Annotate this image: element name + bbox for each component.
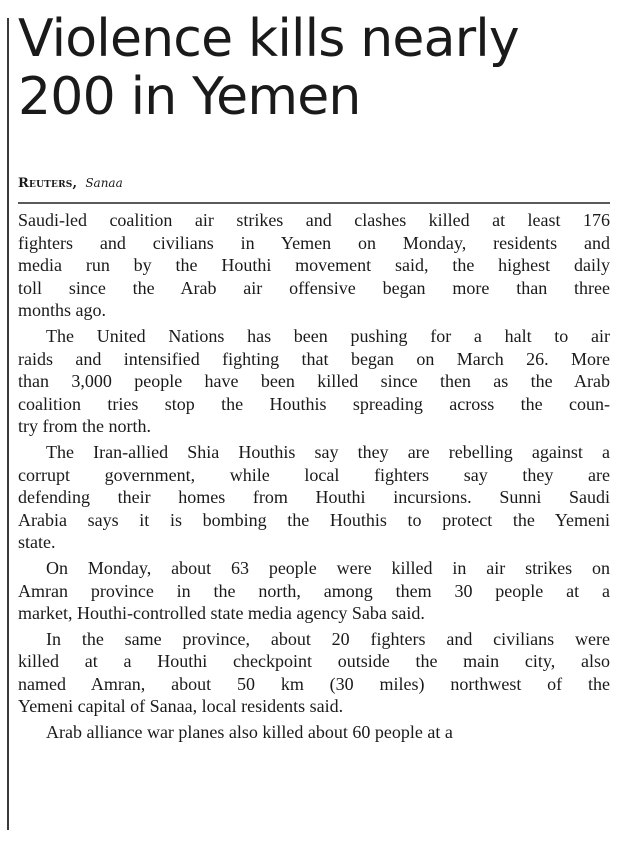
article-line: Saudi-led coalition air strikes and clashes killed at least 176 (18, 210, 610, 230)
article-line: Amran province in the north, among them 30 people at a (18, 580, 610, 601)
article-line: than 3,000 people have been killed since then as the Arab (18, 371, 610, 392)
article-line: try from the north. (18, 416, 151, 437)
article-body (18, 209, 610, 747)
article-line: The Iran-allied Shia Houthis say they are rebelling against a (46, 441, 610, 462)
article-paragraph (18, 325, 610, 438)
article-line: raids and intensified fighting that began on March 26. More (18, 348, 610, 369)
article-line: months ago. (18, 300, 106, 321)
article-line: The United Nations has been pushing for a halt to air (46, 325, 610, 346)
byline-divider (18, 202, 610, 204)
article-paragraph (18, 557, 610, 625)
article-line: killed at a Houthi checkpoint outside the main city, also (18, 651, 610, 672)
article-line: Arab alliance war planes also killed about 60 people at a (46, 722, 453, 743)
article-line: fighters and civilians in Yemen on Monday, residents and (18, 232, 610, 253)
article-line: defending their homes from Houthi incursions. Sunni Saudi (18, 487, 610, 508)
byline (18, 175, 123, 192)
article-paragraph (18, 628, 610, 718)
headline (18, 10, 618, 126)
headline-line: 200 in Yemen (18, 67, 361, 127)
article-line: corrupt government, while local fighters say they are (18, 464, 610, 485)
article-paragraph (18, 441, 610, 554)
article-line: toll since the Arab air offensive began more than three (18, 277, 610, 298)
article-paragraph (18, 209, 610, 322)
article-line: named Amran, about 50 km (30 miles) northwest of the (18, 673, 610, 694)
article-paragraph (18, 721, 610, 744)
article-line: media run by the Houthi movement said, the highest daily (18, 255, 610, 276)
article-line: Yemeni capital of Sanaa, local residents said. (18, 696, 344, 717)
article-line: coalition tries stop the Houthis spreading across the coun- (18, 393, 610, 414)
article-line: In the same province, about 20 fighters and civilians were (46, 628, 610, 649)
byline-source: Reuters, (18, 176, 78, 191)
byline-place: Sanaa (85, 176, 123, 190)
column-rule (7, 18, 9, 830)
article-line: Arabia says it is bombing the Houthis to protect the Yemeni (18, 509, 610, 530)
article-line: market, Houthi-controlled state media agency Saba said. (18, 603, 425, 624)
article-line: state. (18, 532, 56, 553)
article-line: On Monday, about 63 people were killed in air strikes on (46, 557, 610, 578)
headline-line: Violence kills nearly (18, 9, 519, 69)
